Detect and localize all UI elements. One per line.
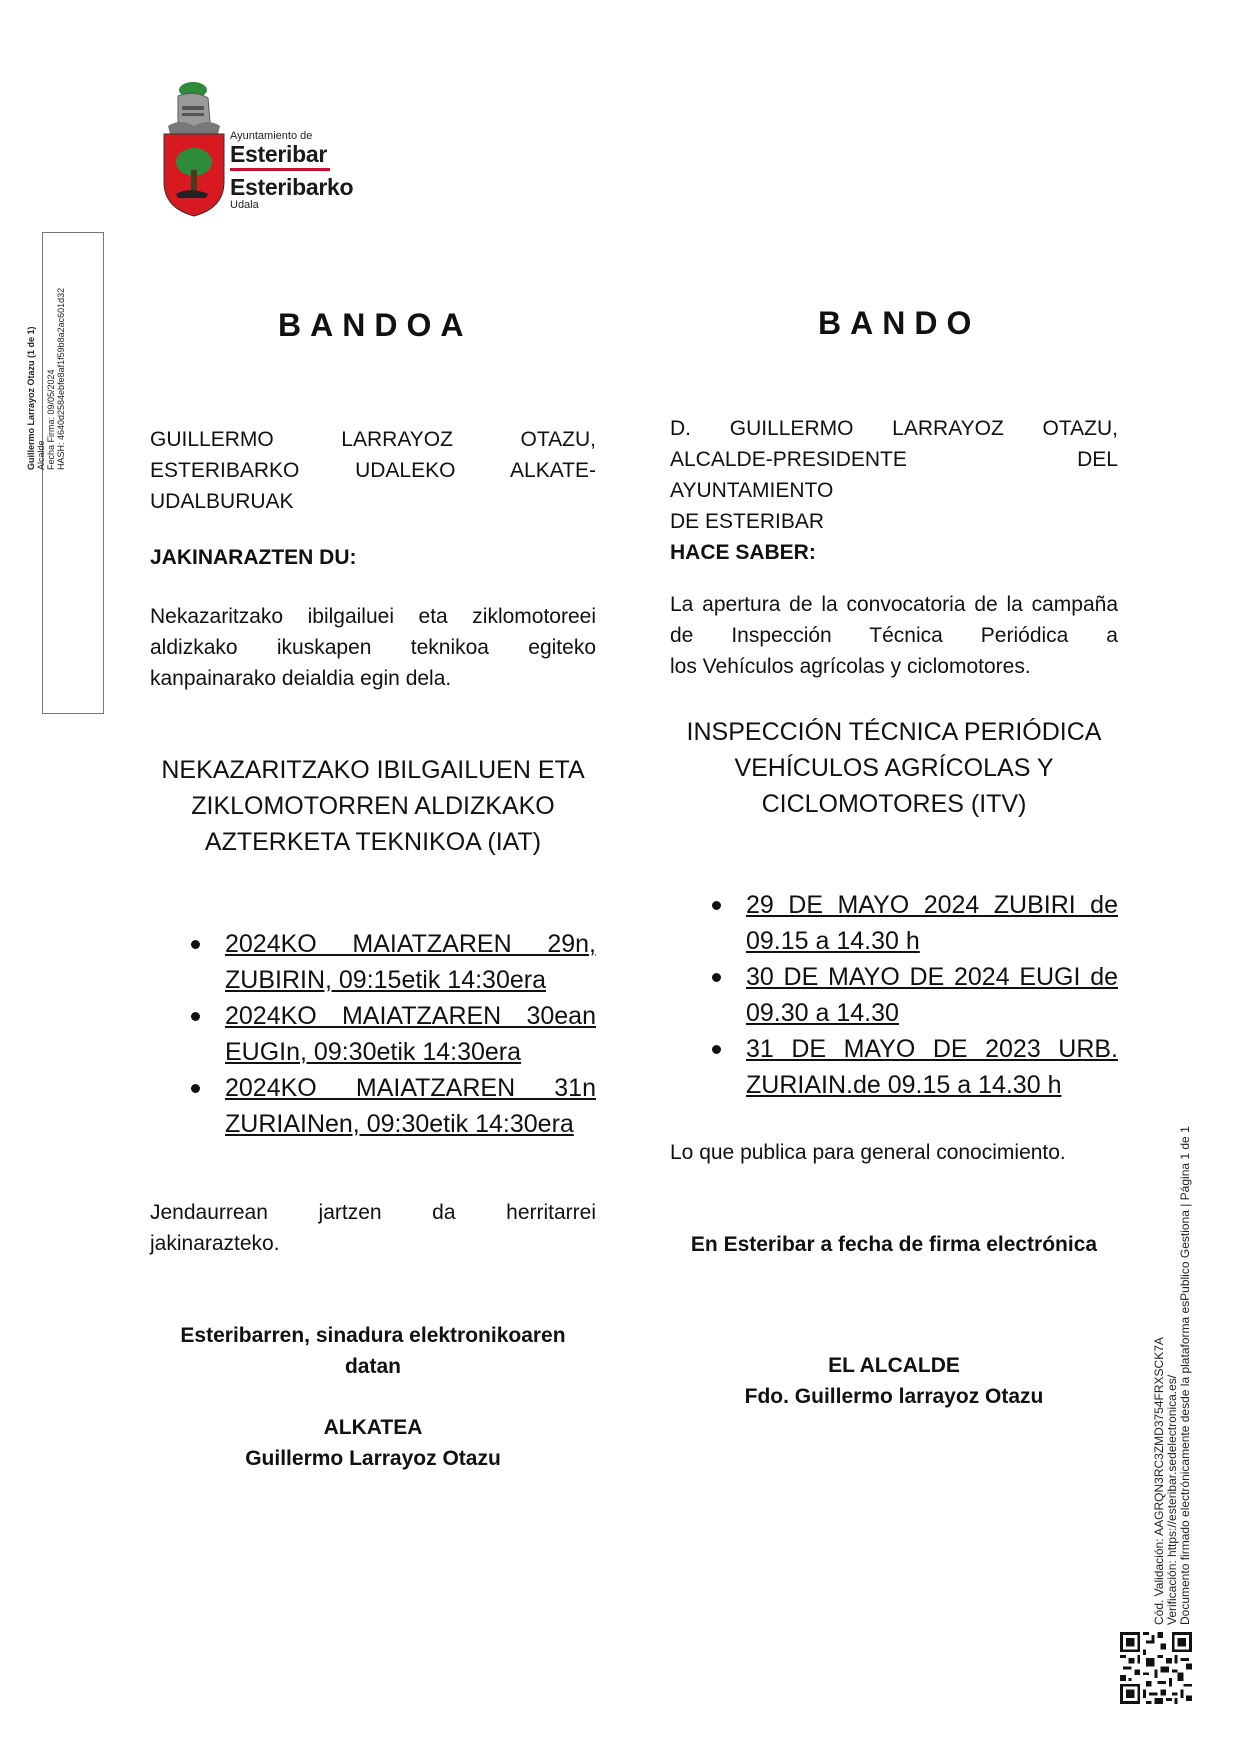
left-sign-name: Guillermo Larrayoz Otazu xyxy=(245,1447,501,1470)
verification-code: Cód. Validación: AAGRQN3RC3ZMD3754FRXSCK7A xyxy=(1152,1337,1166,1625)
stamp-hash: HASH: 4640d2584ebfe8af1f59b8a2ac601d32 xyxy=(56,287,66,470)
right-heading: BANDO xyxy=(818,305,981,341)
left-sign-role: ALKATEA xyxy=(323,1416,423,1439)
bullet-icon xyxy=(191,1012,200,1021)
right-intro-line: ALCALDE-PRESIDENTE DEL AYUNTAMIENTO xyxy=(670,448,1118,502)
list-item xyxy=(225,926,596,998)
left-place-date xyxy=(150,1320,596,1382)
list-item-line: 2024KO MAIATZAREN 31n xyxy=(225,1074,596,1102)
right-body: La apertura de la convocatoria de la campaña de Inspección Técnica Periódica a xyxy=(670,593,1118,647)
left-body: Nekazaritzako ibilgailuei eta ziklomotoreei aldizkako ikuskapen teknikoa egiteko xyxy=(150,605,596,659)
list-item xyxy=(746,1031,1118,1103)
list-item xyxy=(746,959,1118,1031)
municipality-logo xyxy=(160,82,370,222)
list-item-line: ZUBIRIN, 09:15etik 14:30era xyxy=(225,966,546,994)
list-item-line: EUGIn, 09:30etik 14:30era xyxy=(225,1038,522,1066)
left-heading: BANDOA xyxy=(278,307,473,343)
right-sign-name: Fdo. Guillermo larrayoz Otazu xyxy=(744,1385,1044,1408)
left-announces: JAKINARAZTEN DU: xyxy=(150,546,357,569)
left-date-list xyxy=(225,926,596,1142)
right-title xyxy=(670,714,1118,822)
left-signature xyxy=(150,1412,596,1474)
left-title-line: ZIKLOMOTORREN ALDIZKAKO xyxy=(191,792,555,820)
list-item-line: ZURIAINen, 09:30etik 14:30era xyxy=(225,1110,574,1138)
left-place-line: datan xyxy=(344,1355,401,1378)
verification-url: Verificación: https://esteribar.sedelectronica.es/ xyxy=(1165,1374,1179,1625)
stamp-date: Fecha Firma: 09/05/2024 xyxy=(46,369,56,470)
bullet-icon xyxy=(191,940,200,949)
list-item-line: 31 DE MAYO DE 2023 URB. xyxy=(746,1035,1118,1063)
stamp-signer: Guillermo Larrayoz Otazu (1 de 1) xyxy=(26,326,36,470)
bullet-icon xyxy=(712,1045,721,1054)
right-intro-line: D. GUILLERMO LARRAYOZ OTAZU, xyxy=(670,417,1118,440)
left-title-line: AZTERKETA TEKNIKOA (IAT) xyxy=(204,828,542,856)
right-title-line: CICLOMOTORES (ITV) xyxy=(761,790,1027,818)
right-title-line: INSPECCIÓN TÉCNICA PERIÓDICA xyxy=(686,718,1102,746)
list-item-line: 2024KO MAIATZAREN 30ean xyxy=(225,1002,596,1030)
list-item-line: 09.15 a 14.30 h xyxy=(746,927,920,955)
logo-name-eu: Esteribarko xyxy=(230,174,354,200)
verification-note: Documento firmado electrónicamente desde la plataforma esPublico Gestiona | Página 1 de 1 xyxy=(1178,1126,1192,1625)
bullet-icon xyxy=(712,901,721,910)
list-item-line: ZURIAIN.de 09.15 a 14.30 h xyxy=(746,1071,1062,1099)
logo-subcaption: Udala xyxy=(230,199,259,211)
right-date-list xyxy=(746,887,1118,1103)
logo-caption: Ayuntamiento de xyxy=(230,130,313,142)
right-signature xyxy=(670,1350,1118,1412)
list-item-line: 2024KO MAIATZAREN 29n, xyxy=(225,930,596,958)
logo-name-es: Esteribar xyxy=(230,141,328,167)
logo-divider xyxy=(230,168,330,171)
left-title xyxy=(150,752,596,860)
coat-of-arms-icon xyxy=(160,82,230,222)
list-item-line: 30 DE MAYO DE 2024 EUGI de xyxy=(746,963,1118,991)
right-sign-role: EL ALCALDE xyxy=(828,1354,960,1377)
verification-text xyxy=(1153,1105,1192,1625)
list-item xyxy=(225,1070,596,1142)
left-title-line: NEKAZARITZAKO IBILGAILUEN ETA xyxy=(161,756,585,784)
list-item xyxy=(225,998,596,1070)
right-intro-line: DE ESTERIBAR xyxy=(670,510,825,533)
left-place-line: Esteribarren, sinadura elektronikoaren xyxy=(180,1324,566,1347)
list-item xyxy=(746,887,1118,959)
left-intro-end: UDALBURUAK xyxy=(150,490,294,513)
right-publish: Lo que publica para general conocimiento. xyxy=(670,1141,1066,1164)
right-body-end: los Vehículos agrícolas y ciclomotores. xyxy=(670,655,1031,678)
left-intro: GUILLERMO LARRAYOZ OTAZU, ESTERIBARKO UDALEKO ALKATE- xyxy=(150,428,596,482)
list-item-line: 09.30 a 14.30 xyxy=(746,999,899,1027)
list-item-line: 29 DE MAYO 2024 ZUBIRI de xyxy=(746,891,1118,919)
right-title-line: VEHÍCULOS AGRÍCOLAS Y xyxy=(734,754,1054,782)
left-publish-end: jakinarazteko. xyxy=(150,1232,280,1255)
left-body-end: kanpainarako deialdia egin dela. xyxy=(150,667,452,690)
stamp-role: Alcalde xyxy=(36,440,46,470)
right-place-date: En Esteribar a fecha de firma electrónica xyxy=(690,1233,1098,1256)
qr-code-icon xyxy=(1120,1632,1192,1704)
bullet-icon xyxy=(712,973,721,982)
signature-stamp-text xyxy=(26,50,66,470)
bullet-icon xyxy=(191,1084,200,1093)
left-publish: Jendaurrean jartzen da herritarrei xyxy=(150,1201,596,1224)
right-announces: HACE SABER: xyxy=(670,541,816,564)
